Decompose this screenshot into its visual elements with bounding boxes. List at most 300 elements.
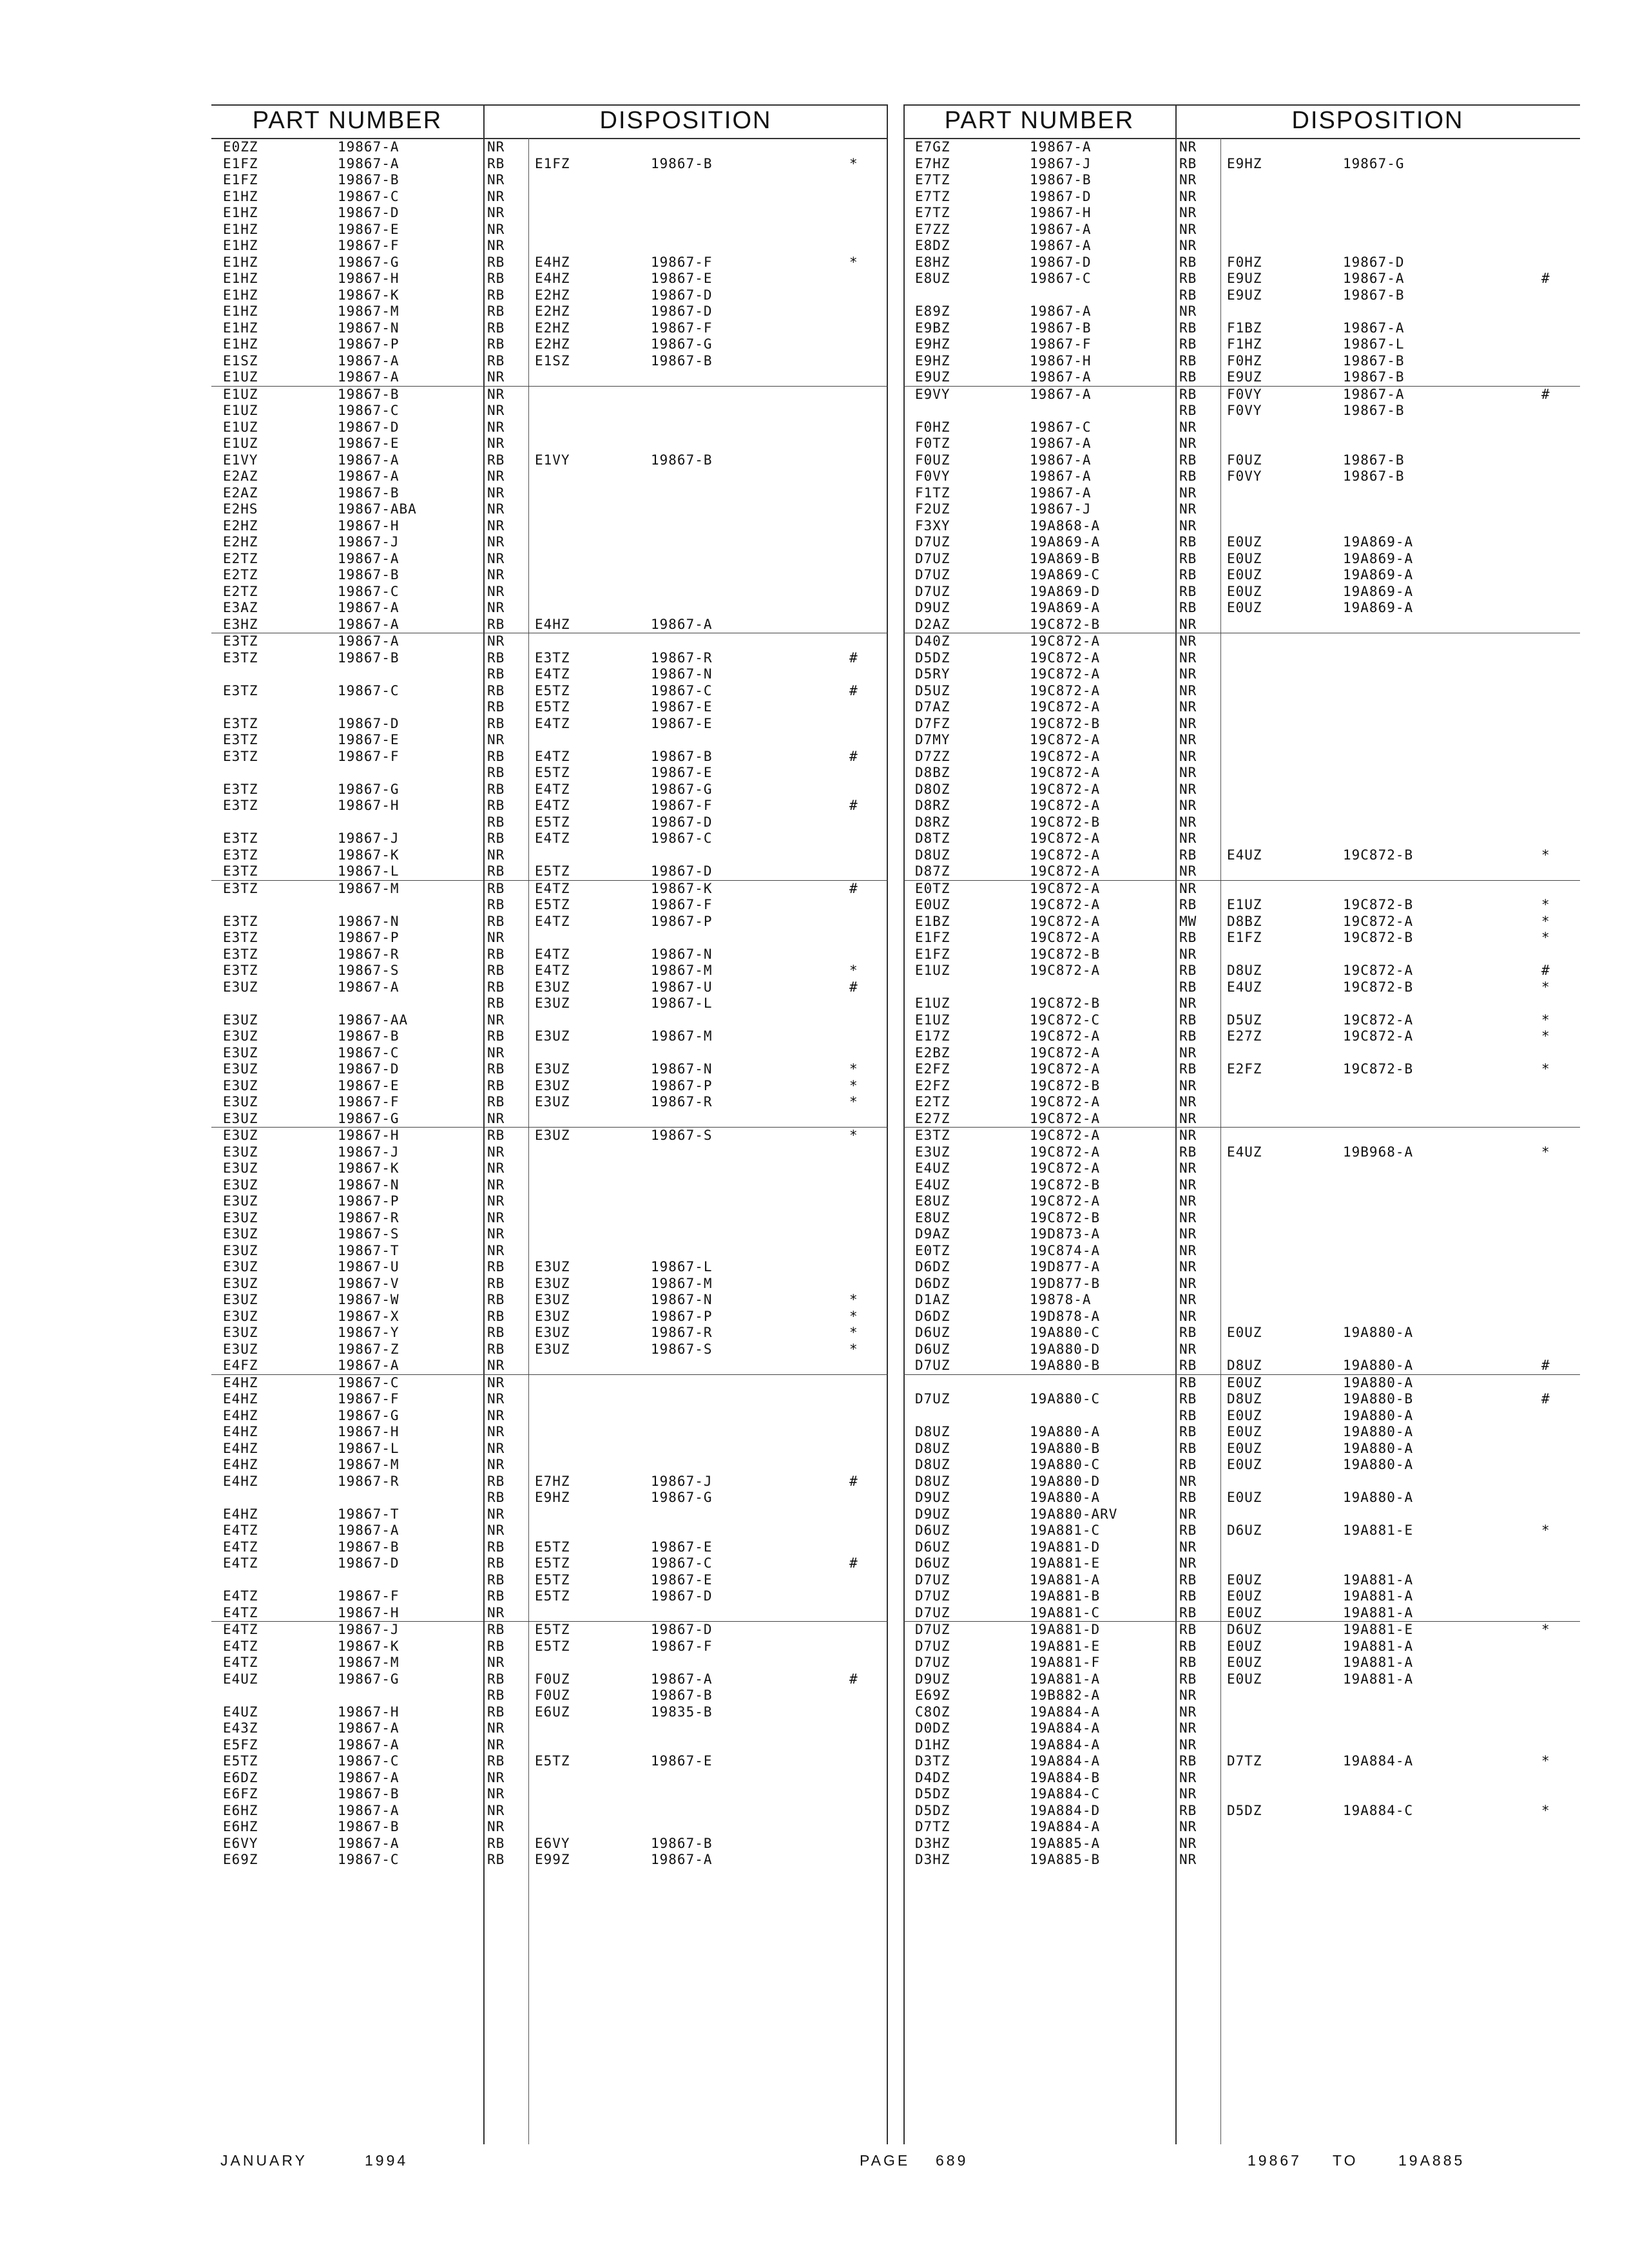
table-row [903,1588,1580,1605]
part-prefix: E9HZ [915,352,950,369]
replacement-prefix: E4HZ [535,271,570,286]
part-prefix: D7UZ [915,1571,950,1588]
part-prefix: E1UZ [223,403,258,418]
disposition-code: NR [487,468,505,484]
table-row [903,222,1580,238]
note-mark: * [1541,1012,1550,1028]
part-base: 19867-P [338,1193,400,1209]
part-prefix: E4HZ [223,1440,258,1456]
disposition-code: RB [487,1325,505,1340]
part-prefix: D7UZ [915,583,950,599]
table-row [211,1160,888,1177]
disposition-code: NR [487,1655,505,1670]
disposition-code: NR [1179,1226,1197,1242]
table-row [903,1028,1580,1045]
part-prefix: E4UZ [915,1160,950,1176]
table-row [903,683,1580,700]
part-base: 19867-B [1030,172,1092,187]
part-prefix: D8UZ [915,847,950,863]
disposition-code: RB [487,1671,505,1687]
part-prefix: D7UZ [915,567,950,582]
disposition-code: NR [487,930,505,945]
disposition-code: RB [1179,600,1197,615]
replacement-base: 19867-A [651,1671,713,1687]
disposition-code: NR [487,221,505,237]
part-base: 19A880-C [1030,1325,1101,1340]
part-prefix: D9UZ [915,600,950,615]
replacement-prefix: E9UZ [1227,369,1262,385]
table-row [903,716,1580,733]
disposition-code: NR [487,1506,505,1522]
note-mark: * [1541,913,1550,929]
replacement-base: 19C872-B [1343,979,1414,995]
disposition-code: RB [1179,1028,1197,1044]
disposition-code: NR [1179,1209,1197,1225]
disposition-code: NR [487,485,505,501]
disposition-code: NR [487,1819,505,1834]
replacement-base: 19A869-A [1343,550,1414,566]
part-base: 19867-B [338,567,400,582]
part-base: 19867-K [338,1160,400,1176]
disposition-header: DISPOSITION [599,106,772,134]
table-row [903,1243,1580,1260]
part-prefix: E1BZ [915,913,950,929]
disposition-code: RB [487,682,505,698]
part-base: 19867-F [338,1588,400,1604]
note-mark: # [1541,271,1550,286]
disposition-code: RB [1179,1622,1197,1637]
part-base: 19A881-C [1030,1604,1101,1620]
part-base: 19867-D [338,419,400,435]
disposition-code: NR [1179,1704,1197,1720]
disposition-code: RB [1179,320,1197,336]
part-prefix: E1FZ [223,172,258,187]
disposition-code: NR [1179,1259,1197,1274]
note-mark: # [849,748,858,764]
part-prefix: D9AZ [915,1226,950,1242]
table-row [211,863,888,880]
part-base: 19C872-A [1030,930,1101,945]
part-prefix: E4HZ [223,1473,258,1489]
table-row [211,1753,888,1770]
right-table [903,104,1580,2144]
table-row [211,369,888,386]
part-prefix: E3UZ [223,979,258,995]
disposition-code: RB [487,1835,505,1851]
replacement-prefix: E4TZ [535,715,570,731]
disposition-code: NR [1179,1275,1197,1291]
part-base: 19C872-A [1030,633,1101,649]
replacement-base: 19A881-A [1343,1604,1414,1620]
part-prefix: E3HZ [223,616,258,632]
disposition-code: RB [487,1308,505,1324]
part-prefix: E8UZ [915,271,950,286]
table-row [903,238,1580,255]
table-row [903,1259,1580,1276]
table-row [211,617,888,633]
table-row [211,1210,888,1227]
part-base: 19867-A [1030,238,1092,253]
part-prefix: D7UZ [915,1358,950,1373]
table-row [903,1704,1580,1721]
part-base: 19867-R [338,1209,400,1225]
table-row [903,1671,1580,1688]
replacement-base: 19A880-B [1343,1391,1414,1407]
disposition-code: RB [1179,897,1197,912]
table-row [903,1374,1580,1392]
table-row [211,947,888,963]
part-prefix: E3TZ [223,963,258,978]
replacement-base: 19867-G [651,781,713,797]
disposition-code: RB [487,1571,505,1588]
replacement-base: 19867-A [1343,271,1405,286]
part-prefix: E4UZ [223,1704,258,1720]
table-row [211,633,888,650]
part-prefix: E3TZ [223,798,258,813]
disposition-code: NR [487,403,505,418]
table-row [903,1144,1580,1161]
part-prefix: E3TZ [915,1128,950,1143]
part-prefix: D6UZ [915,1523,950,1538]
table-row [903,1572,1580,1589]
replacement-prefix: E6UZ [535,1704,570,1720]
replacement-base: 19867-A [1343,386,1405,402]
part-prefix: E4TZ [223,1588,258,1604]
part-prefix: E3UZ [223,1110,258,1126]
replacement-prefix: E5TZ [535,1638,570,1654]
replacement-base: 19867-N [651,1061,713,1077]
replacement-prefix: E1SZ [535,352,570,369]
replacement-prefix: E3UZ [535,1128,570,1143]
part-base: 19C872-A [1030,897,1101,912]
part-prefix: E3UZ [223,1292,258,1307]
part-base: 19867-G [338,1407,400,1423]
disposition-code: NR [487,1226,505,1242]
note-mark: * [1541,1622,1550,1637]
disposition-code: RB [1179,1374,1197,1390]
part-prefix: D7UZ [915,1391,950,1407]
table-row [903,156,1580,173]
part-base: 19867-A [338,1358,400,1373]
disposition-code: NR [487,1391,505,1407]
part-prefix: E4TZ [223,1622,258,1637]
disposition-code: RB [1179,1424,1197,1439]
part-prefix: D5DZ [915,1802,950,1818]
table-row [903,732,1580,749]
part-base: 19C872-A [1030,1160,1101,1176]
disposition-code: RB [487,303,505,319]
part-base: 19867-D [1030,188,1092,204]
disposition-code: RB [487,254,505,270]
disposition-code: NR [487,1424,505,1439]
replacement-base: 19867-P [651,1077,713,1093]
disposition-header: DISPOSITION [1291,106,1464,134]
part-base: 19C872-A [1030,1061,1101,1077]
table-row [211,995,888,1012]
replacement-base: 19A869-A [1343,583,1414,599]
footer-month: JANUARY [220,2152,307,2169]
part-base: 19C872-A [1030,1044,1101,1061]
left-rows [211,139,888,1869]
replacement-prefix: E5TZ [535,814,570,830]
table-row [211,1852,888,1869]
replacement-base: 19867-C [651,682,713,698]
disposition-code: NR [1179,1341,1197,1357]
note-mark: * [849,1077,858,1093]
table-row [211,1177,888,1194]
replacement-prefix: E0UZ [1227,1325,1262,1340]
part-prefix: E4HZ [223,1506,258,1522]
disposition-code: NR [1179,1720,1197,1736]
part-prefix: E2BZ [915,1044,950,1061]
replacement-base: 19867-U [651,979,713,995]
replacement-prefix: E0UZ [1227,1655,1262,1670]
replacement-prefix: E0UZ [1227,1604,1262,1620]
disposition-code: RB [487,1128,505,1143]
part-base: 19867-C [338,1852,400,1867]
part-prefix: E1UZ [223,369,258,385]
part-base: 19867-G [338,781,400,797]
table-row [903,1770,1580,1787]
table-row [903,995,1580,1012]
note-mark: * [849,1325,858,1340]
table-row [211,1605,888,1622]
disposition-code: NR [487,583,505,599]
disposition-code: RB [487,897,505,912]
table-row [211,1506,888,1523]
part-prefix: D9UZ [915,1671,950,1687]
part-prefix: E3TZ [223,649,258,666]
disposition-code: RB [487,616,505,632]
part-prefix: E3UZ [223,1094,258,1110]
replacement-prefix: E3UZ [535,1077,570,1093]
note-mark: # [1541,386,1550,402]
part-base: 19867-K [338,1638,400,1654]
disposition-code: NR [487,238,505,253]
part-base: 19A884-A [1030,1720,1101,1736]
part-prefix: E3UZ [223,1226,258,1242]
table-row [211,930,888,947]
part-base: 19C872-A [1030,863,1101,879]
disposition-code: NR [1179,172,1197,187]
replacement-base: 19867-N [651,946,713,962]
table-row [211,1374,888,1392]
part-prefix: D87Z [915,863,950,879]
part-prefix: E1FZ [915,930,950,945]
disposition-code: RB [487,995,505,1011]
replacement-base: 19867-B [651,452,713,468]
disposition-code: NR [487,139,505,155]
table-row [211,1836,888,1852]
replacement-base: 19A880-A [1343,1374,1414,1390]
replacement-base: 19867-D [651,303,713,319]
note-mark: * [1541,1523,1550,1538]
part-base: 19867-F [1030,336,1092,352]
table-row [211,1045,888,1062]
part-base: 19867-R [338,1473,400,1489]
replacement-prefix: F0UZ [535,1687,570,1703]
table-row [903,1094,1580,1111]
table-row [903,419,1580,436]
table-row [211,765,888,782]
table-row [903,880,1580,898]
replacement-prefix: E1UZ [1227,897,1262,912]
table-row [211,897,888,914]
part-prefix: E4TZ [223,1604,258,1620]
disposition-code: RB [1179,403,1197,418]
disposition-code: NR [487,1720,505,1736]
part-prefix: E1HZ [223,271,258,286]
part-base: 19A880-C [1030,1391,1101,1407]
disposition-code: NR [1179,1852,1197,1867]
replacement-base: 19867-G [1343,155,1405,171]
disposition-code: NR [1179,205,1197,220]
part-base: 19867-A [1030,468,1092,484]
part-base: 19867-J [338,1622,400,1637]
part-prefix: E4UZ [915,1177,950,1193]
replacement-prefix: E3UZ [535,979,570,995]
table-row [903,765,1580,782]
part-base: 19A884-A [1030,1753,1101,1769]
disposition-code: NR [1179,1160,1197,1176]
part-base: 19867-G [338,254,400,270]
replacement-base: 19A881-A [1343,1671,1414,1687]
part-base: 19867-K [338,287,400,303]
part-base: 19C872-A [1030,765,1101,780]
part-base: 19867-G [338,1671,400,1687]
table-row [903,1539,1580,1556]
table-row [903,1078,1580,1095]
part-prefix: E4HZ [223,1424,258,1439]
part-base: 19D877-A [1030,1259,1101,1274]
part-prefix: E5TZ [223,1753,258,1769]
table-row [903,1523,1580,1539]
part-base: 19867-E [338,436,400,451]
replacement-base: 19867-R [651,649,713,666]
disposition-code: RB [487,1473,505,1489]
table-row [211,336,888,353]
table-row [211,600,888,617]
part-prefix: E1FZ [223,155,258,171]
table-row [903,1177,1580,1194]
table-row [903,205,1580,222]
replacement-prefix: E0UZ [1227,1374,1262,1390]
part-prefix: E1HZ [223,205,258,220]
disposition-code: RB [1179,369,1197,385]
note-mark: # [1541,1391,1550,1407]
part-base: 19D877-B [1030,1275,1101,1291]
table-row [211,1111,888,1128]
part-base: 19867-C [1030,271,1092,286]
part-base: 19867-V [338,1275,400,1291]
table-row [903,255,1580,271]
disposition-code: NR [1179,1687,1197,1703]
replacement-base: 19A881-E [1343,1523,1414,1538]
table-row [211,979,888,996]
replacement-prefix: E0UZ [1227,1457,1262,1472]
table-row [903,1819,1580,1836]
note-mark: # [849,798,858,813]
part-base: 19C872-B [1030,1177,1101,1193]
replacement-base: 19867-E [651,715,713,731]
replacement-prefix: E9HZ [1227,155,1262,171]
disposition-code: RB [487,963,505,978]
part-base: 19867-A [338,600,400,615]
table-row [211,1243,888,1260]
replacement-prefix: E5TZ [535,1539,570,1555]
part-base: 19867-H [338,1704,400,1720]
replacement-base: 19867-B [1343,468,1405,484]
part-prefix: D6UZ [915,1325,950,1340]
part-base: 19A880-D [1030,1341,1101,1357]
note-mark: # [849,1555,858,1571]
part-base: 19C874-A [1030,1242,1101,1258]
disposition-code: RB [487,863,505,879]
disposition-code: RB [487,979,505,995]
table-row [211,1639,888,1655]
part-base: 19867-B [338,1786,400,1802]
disposition-code: NR [1179,781,1197,797]
part-base: 19A884-C [1030,1786,1101,1802]
part-base: 19A881-E [1030,1555,1101,1571]
disposition-code: NR [487,1110,505,1126]
disposition-code: RB [487,649,505,666]
disposition-code: NR [487,1736,505,1753]
disposition-code: NR [1179,221,1197,237]
note-mark: * [1541,897,1550,912]
replacement-base: 19867-G [651,336,713,352]
footer-range-from: 19867 [1248,2152,1302,2169]
table-row [211,831,888,847]
disposition-code: RB [1179,963,1197,978]
part-base: 19867-R [338,946,400,962]
part-prefix: D7AZ [915,699,950,715]
part-prefix: E3UZ [223,1077,258,1093]
part-prefix: C8OZ [915,1704,950,1720]
table-row [903,979,1580,996]
table-row [903,1836,1580,1852]
disposition-code: NR [487,1012,505,1028]
table-row [903,1160,1580,1177]
replacement-prefix: E0UZ [1227,550,1262,566]
part-prefix: E9UZ [915,369,950,385]
part-base: 19867-D [338,1555,400,1571]
part-base: 19A884-B [1030,1769,1101,1785]
part-base: 19867-A [338,155,400,171]
part-base: 19A884-A [1030,1704,1101,1720]
part-base: 19867-M [338,880,400,896]
disposition-code: NR [487,1209,505,1225]
replacement-prefix: E1FZ [1227,930,1262,945]
replacement-base: 19867-B [1343,452,1405,468]
part-prefix: E3TZ [223,946,258,962]
table-row [211,189,888,206]
table-row [211,485,888,502]
part-base: 19867-L [338,863,400,879]
note-mark: * [1541,930,1550,945]
part-base: 19867-C [338,1044,400,1061]
replacement-base: 19867-D [651,1588,713,1604]
replacement-prefix: D5DZ [1227,1802,1262,1818]
part-base: 19867-E [338,1077,400,1093]
part-base: 19D878-A [1030,1308,1101,1324]
table-row [211,1523,888,1539]
part-base: 19C872-A [1030,831,1101,846]
disposition-code: RB [487,287,505,303]
replacement-base: 19867-D [651,814,713,830]
part-prefix: E4HZ [223,1407,258,1423]
disposition-code: RB [1179,1523,1197,1538]
